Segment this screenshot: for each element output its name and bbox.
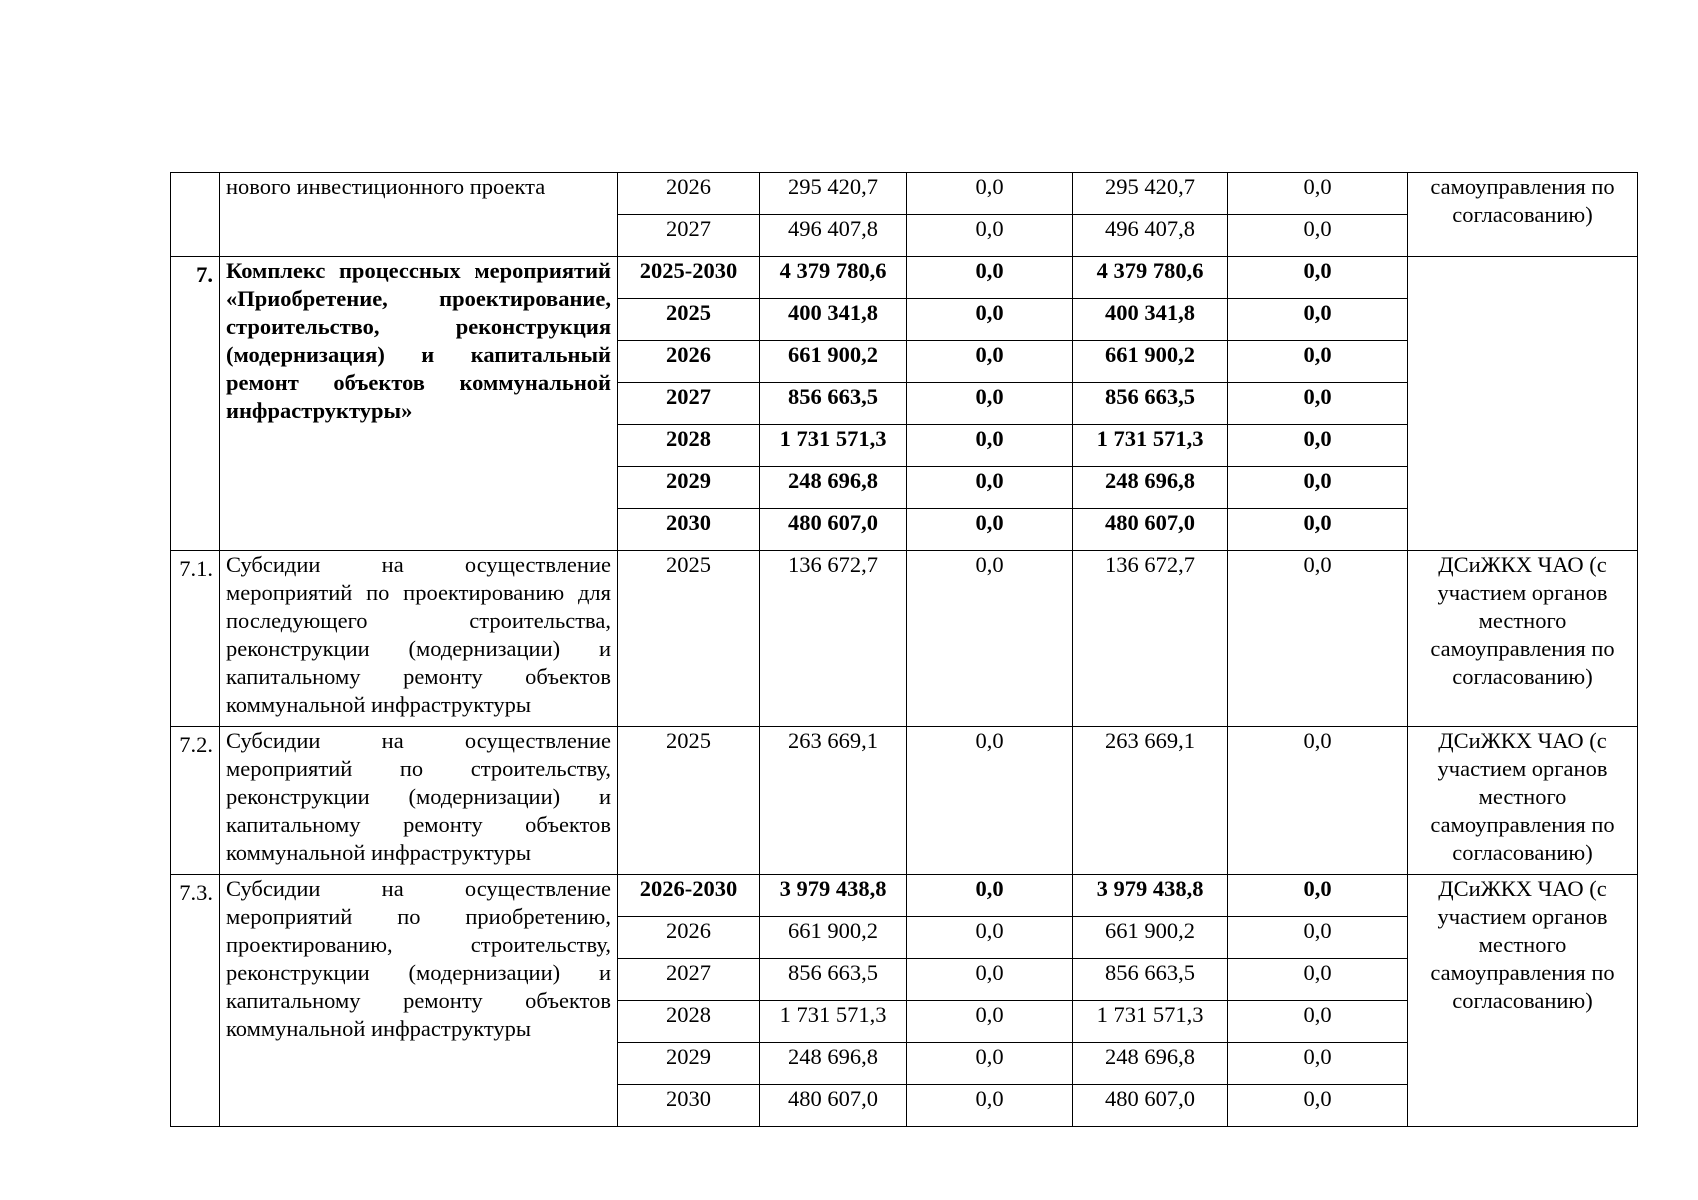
local-budget-cell: 0,0 (1228, 917, 1408, 959)
total-amount-cell: 496 407,8 (760, 215, 907, 257)
row-description: Субсидии на осуществление мероприятий по проектированию для последующего строительства, реконструкции (модернизации) и капитальному ремонту объектов коммунальной инфраструктуры (220, 551, 618, 727)
local-budget-cell: 0,0 (1228, 467, 1408, 509)
local-budget-cell: 0,0 (1228, 425, 1408, 467)
regional-budget-cell: 480 607,0 (1073, 509, 1228, 551)
total-amount-cell: 136 672,7 (760, 551, 907, 727)
responsible-executor: ДСиЖКХ ЧАО (с участием органов местного самоуправления по согласованию) (1408, 727, 1638, 875)
federal-budget-cell: 0,0 (907, 959, 1073, 1001)
local-budget-cell: 0,0 (1228, 1043, 1408, 1085)
responsible-executor (1408, 257, 1638, 551)
local-budget-cell: 0,0 (1228, 341, 1408, 383)
row-number: 7.1. (171, 551, 220, 727)
regional-budget-cell: 3 979 438,8 (1073, 875, 1228, 917)
total-amount-cell: 661 900,2 (760, 341, 907, 383)
local-budget-cell: 0,0 (1228, 727, 1408, 875)
federal-budget-cell: 0,0 (907, 1001, 1073, 1043)
period-cell: 2025 (618, 727, 760, 875)
row-number: 7.3. (171, 875, 220, 1127)
table-body (171, 173, 1638, 1127)
period-cell: 2026 (618, 173, 760, 215)
period-cell: 2029 (618, 467, 760, 509)
row-description: Комплекс процессных мероприятий «Приобретение, проектирование, строительство, реконструкция (модернизация) и капитальный ремонт объектов коммунальной инфраструктуры» (220, 257, 618, 551)
federal-budget-cell: 0,0 (907, 917, 1073, 959)
row-description: нового инвестиционного проекта (220, 173, 618, 257)
local-budget-cell: 0,0 (1228, 1085, 1408, 1127)
table-row (171, 257, 1638, 299)
period-cell: 2025-2030 (618, 257, 760, 299)
total-amount-cell: 263 669,1 (760, 727, 907, 875)
regional-budget-cell: 4 379 780,6 (1073, 257, 1228, 299)
total-amount-cell: 1 731 571,3 (760, 425, 907, 467)
regional-budget-cell: 295 420,7 (1073, 173, 1228, 215)
total-amount-cell: 295 420,7 (760, 173, 907, 215)
budget-table (170, 172, 1638, 1127)
total-amount-cell: 480 607,0 (760, 1085, 907, 1127)
total-amount-cell: 480 607,0 (760, 509, 907, 551)
regional-budget-cell: 856 663,5 (1073, 959, 1228, 1001)
regional-budget-cell: 248 696,8 (1073, 1043, 1228, 1085)
row-description: Субсидии на осуществление мероприятий по приобретению, проектированию, строительству, реконструкции (модернизации) и капитальному ремонту объектов коммунальной инфраструктуры (220, 875, 618, 1127)
local-budget-cell: 0,0 (1228, 509, 1408, 551)
row-description: Субсидии на осуществление мероприятий по строительству, реконструкции (модернизации) и капитальному ремонту объектов коммунальной инфраструктуры (220, 727, 618, 875)
period-cell: 2030 (618, 509, 760, 551)
total-amount-cell: 248 696,8 (760, 467, 907, 509)
regional-budget-cell: 1 731 571,3 (1073, 425, 1228, 467)
responsible-executor: ДСиЖКХ ЧАО (с участием органов местного самоуправления по согласованию) (1408, 875, 1638, 1127)
total-amount-cell: 661 900,2 (760, 917, 907, 959)
total-amount-cell: 4 379 780,6 (760, 257, 907, 299)
federal-budget-cell: 0,0 (907, 551, 1073, 727)
row-number (171, 173, 220, 257)
local-budget-cell: 0,0 (1228, 875, 1408, 917)
federal-budget-cell: 0,0 (907, 425, 1073, 467)
regional-budget-cell: 1 731 571,3 (1073, 1001, 1228, 1043)
regional-budget-cell: 136 672,7 (1073, 551, 1228, 727)
regional-budget-cell: 263 669,1 (1073, 727, 1228, 875)
regional-budget-cell: 480 607,0 (1073, 1085, 1228, 1127)
regional-budget-cell: 400 341,8 (1073, 299, 1228, 341)
federal-budget-cell: 0,0 (907, 257, 1073, 299)
period-cell: 2029 (618, 1043, 760, 1085)
local-budget-cell: 0,0 (1228, 1001, 1408, 1043)
federal-budget-cell: 0,0 (907, 299, 1073, 341)
local-budget-cell: 0,0 (1228, 959, 1408, 1001)
local-budget-cell: 0,0 (1228, 551, 1408, 727)
table-row (171, 173, 1638, 215)
federal-budget-cell: 0,0 (907, 467, 1073, 509)
federal-budget-cell: 0,0 (907, 173, 1073, 215)
local-budget-cell: 0,0 (1228, 215, 1408, 257)
regional-budget-cell: 856 663,5 (1073, 383, 1228, 425)
responsible-executor: ДСиЖКХ ЧАО (с участием органов местного самоуправления по согласованию) (1408, 551, 1638, 727)
regional-budget-cell: 661 900,2 (1073, 917, 1228, 959)
responsible-executor: самоуправления по согласованию) (1408, 173, 1638, 257)
total-amount-cell: 856 663,5 (760, 959, 907, 1001)
federal-budget-cell: 0,0 (907, 1043, 1073, 1085)
period-cell: 2026 (618, 917, 760, 959)
total-amount-cell: 856 663,5 (760, 383, 907, 425)
period-cell: 2025 (618, 551, 760, 727)
regional-budget-cell: 496 407,8 (1073, 215, 1228, 257)
local-budget-cell: 0,0 (1228, 257, 1408, 299)
federal-budget-cell: 0,0 (907, 215, 1073, 257)
federal-budget-cell: 0,0 (907, 727, 1073, 875)
total-amount-cell: 1 731 571,3 (760, 1001, 907, 1043)
period-cell: 2027 (618, 959, 760, 1001)
total-amount-cell: 3 979 438,8 (760, 875, 907, 917)
regional-budget-cell: 248 696,8 (1073, 467, 1228, 509)
period-cell: 2026-2030 (618, 875, 760, 917)
period-cell: 2027 (618, 215, 760, 257)
period-cell: 2027 (618, 383, 760, 425)
regional-budget-cell: 661 900,2 (1073, 341, 1228, 383)
local-budget-cell: 0,0 (1228, 299, 1408, 341)
local-budget-cell: 0,0 (1228, 173, 1408, 215)
period-cell: 2028 (618, 425, 760, 467)
total-amount-cell: 400 341,8 (760, 299, 907, 341)
federal-budget-cell: 0,0 (907, 875, 1073, 917)
local-budget-cell: 0,0 (1228, 383, 1408, 425)
federal-budget-cell: 0,0 (907, 341, 1073, 383)
federal-budget-cell: 0,0 (907, 383, 1073, 425)
federal-budget-cell: 0,0 (907, 1085, 1073, 1127)
row-number: 7.2. (171, 727, 220, 875)
period-cell: 2028 (618, 1001, 760, 1043)
period-cell: 2026 (618, 341, 760, 383)
period-cell: 2030 (618, 1085, 760, 1127)
total-amount-cell: 248 696,8 (760, 1043, 907, 1085)
period-cell: 2025 (618, 299, 760, 341)
row-number: 7. (171, 257, 220, 551)
table-row (171, 727, 1638, 875)
federal-budget-cell: 0,0 (907, 509, 1073, 551)
table-row (171, 875, 1638, 917)
table-row (171, 551, 1638, 727)
